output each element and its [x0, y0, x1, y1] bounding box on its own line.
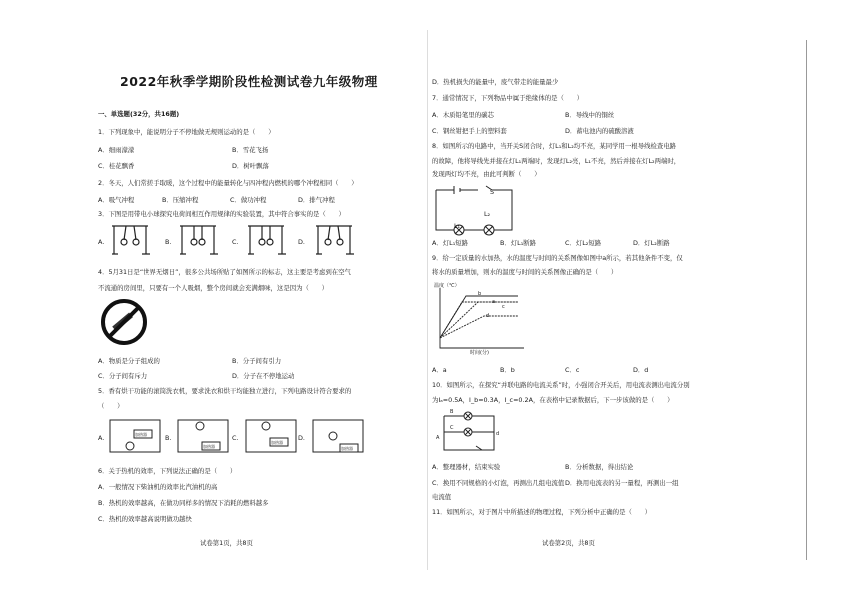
q2-stem: 2．冬天，人们常搓手取暖，这个过程中的能量转化与四冲程内燃机的哪个冲程相同（ ） — [98, 179, 358, 187]
q5-option-a: A. — [98, 434, 105, 442]
q8-option-b: B．灯L₁断路 — [500, 239, 537, 247]
q6-option-d: D．热机损失的能量中，废气带走的能量最少 — [432, 78, 559, 86]
q11-stem: 11．如图所示，对于图片中所描述的物理过程，下列分析中正确的是（ ） — [432, 508, 652, 516]
q10-option-a: A．整理器材，结束实验 — [432, 463, 501, 471]
q2-option-a: A．吸气冲程 — [98, 196, 135, 204]
q4-option-a: A．物质是分子组成的 — [98, 357, 160, 365]
q5-heater-label-c: 加热器 — [271, 440, 283, 445]
q9-curve-label-d: d — [486, 313, 490, 319]
q5-heater-label-d: 加热器 — [341, 446, 353, 451]
q10-label-c: C — [450, 425, 454, 431]
q9-option-a: A．a — [432, 366, 447, 374]
q9-curve-label-b: b — [478, 291, 482, 297]
q8-option-a: A．灯L₁短路 — [432, 239, 469, 247]
q8-option-c: C．灯L₂短路 — [565, 239, 602, 247]
q9-ylabel: 温度（℃） — [434, 283, 460, 289]
q1-option-d: D．树叶飘落 — [232, 162, 269, 170]
q4-option-b: B．分子间有引力 — [232, 357, 282, 365]
q10-option-d: D．换用电流表的另一量程，再测出一组 — [565, 479, 679, 487]
washer-circuits-figure — [108, 416, 408, 458]
parallel-circuit-figure — [434, 410, 504, 458]
q7-option-d: D．蓄电池内的硫酸溶液 — [565, 127, 634, 135]
exam-title: 2022年秋季学期阶段性检测试卷九年级物理 — [120, 74, 378, 89]
q5-line-1: 5．香有烘干功能的滚筒洗衣机，要求洗衣和烘干均能独立进行，下列电路设计符合要求的 — [98, 387, 352, 395]
q8-option-d: D．灯L₂断路 — [633, 239, 670, 247]
q8-line-2: 的故障，他将导线先并接在灯L₁两端时，发现灯L₂亮，L₁不亮，然后并接在灯L₂两端时， — [432, 157, 681, 165]
q4-line-2: 不流通的房间里，只要有一个人吸烟，整个房间就会充满烟味，这是因为（ ） — [98, 284, 329, 292]
q10-label-b: B — [450, 409, 454, 415]
no-smoking-sign-icon — [100, 298, 148, 346]
q6-stem: 6．关于热机的效率，下列说法正确的是（ ） — [98, 467, 237, 475]
q4-option-d: D．分子在不停地运动 — [232, 372, 295, 380]
q10-label-a: A — [436, 435, 440, 441]
scan-edge-line — [806, 40, 807, 560]
q10-line-2: 为Iₐ=0.5A，I_b=0.3A，I_c=0.2A，在表格中记录数据后，下一步该做的是（ ） — [432, 396, 674, 404]
q9-line-1: 9．给一定质量的水加热，水的温度与时间的关系图像如图中a所示，若其他条件不变，仅 — [432, 254, 683, 262]
q9-xlabel: 时间(分) — [470, 350, 489, 356]
q3-option-b: B. — [165, 238, 172, 246]
q5-option-c: C. — [232, 434, 239, 442]
q1-option-a: A．细雨濛濛 — [98, 146, 135, 154]
q9-option-c: C．c — [565, 366, 580, 374]
q5-line-2: （ ） — [98, 402, 124, 410]
q2-option-b: B．压缩冲程 — [162, 196, 199, 204]
q3-option-d: D. — [298, 238, 305, 246]
q6-option-b: B．热机的效率越高，在做功同样多的情况下消耗的燃料越多 — [98, 499, 269, 507]
q7-option-c: C．钢丝钳把手上的塑料套 — [432, 127, 507, 135]
q2-option-d: D．排气冲程 — [298, 196, 335, 204]
q3-option-a: A. — [98, 238, 105, 246]
q8-line-3: 发现两灯均不亮，由此可判断（ ） — [432, 170, 541, 178]
q1-option-c: C．桂花飘香 — [98, 162, 135, 170]
q4-line-1: 4．5月31日是“世界无烟日”，很多公共场所贴了如图所示的标志，这主要是考虑到在空气 — [98, 268, 351, 276]
q5-option-b: B. — [165, 434, 172, 442]
q10-option-b: B．分析数据，得出结论 — [565, 463, 634, 471]
q8-label-s: S — [490, 188, 495, 196]
q9-curve-label-a: a — [492, 299, 496, 305]
q7-option-b: B．导线中的铜丝 — [565, 111, 615, 119]
series-lamps-circuit-figure — [434, 184, 514, 236]
q8-line-1: 8．如图所示的电路中，当开关S闭合时，灯L₁和L₂均不亮，某同学用一根导线检查电路 — [432, 142, 677, 150]
q1-option-b: B．雪花飞扬 — [232, 146, 269, 154]
page-footer-2: 试卷第2页，共8页 — [542, 539, 595, 547]
q5-heater-label-b: 加热器 — [203, 444, 215, 449]
exam-page-2 — [430, 0, 860, 609]
q9-option-b: B．b — [500, 366, 515, 374]
charged-balls-figure — [110, 222, 410, 256]
q3-option-c: C. — [232, 238, 239, 246]
q5-heater-label-a: 加热器 — [135, 432, 147, 437]
q7-option-a: A．木质铅笔里的碳芯 — [432, 111, 494, 119]
q8-label-l1: L₁ — [454, 222, 461, 230]
temperature-time-graph — [438, 288, 528, 354]
q10-label-d: d — [496, 431, 500, 437]
q1-stem: 1．下列现象中，能说明分子不停地做无规则运动的是（ ） — [98, 128, 275, 136]
q3-stem: 3．下图是用带电小球探究电荷间相互作用规律的实验装置，其中符合事实的是（ ） — [98, 210, 345, 218]
q8-label-l2: L₂ — [484, 210, 491, 218]
q9-curve-label-c: c — [502, 304, 505, 310]
q5-option-d: D. — [298, 434, 305, 442]
q10-option-d-cont: 电流值 — [432, 493, 452, 501]
page-footer-1: 试卷第1页，共8页 — [200, 539, 253, 547]
q9-option-d: D．d — [633, 366, 649, 374]
q4-option-c: C．分子间有斥力 — [98, 372, 148, 380]
q9-line-2: 将水的质量增加，则水的温度与时间的关系图像正确的是（ ） — [432, 268, 618, 276]
section-heading: 一、单选题(32分，共16题) — [98, 110, 180, 118]
q6-option-a: A．一般情况下柴油机的效率比汽油机的高 — [98, 483, 218, 491]
q7-stem: 7．通常情况下，下列物品中属于绝缘体的是（ ） — [432, 94, 584, 102]
q10-line-1: 10．如图所示，在探究“并联电路的电流关系”时，小强闭合开关后，用电流表测出电流分别 — [432, 381, 690, 389]
q6-option-c: C．热机的效率越高说明做功越快 — [98, 515, 192, 523]
q10-option-c: C．换用不同规格的小灯泡，再测出几组电流值 — [432, 479, 565, 487]
q2-option-c: C．做功冲程 — [230, 196, 267, 204]
